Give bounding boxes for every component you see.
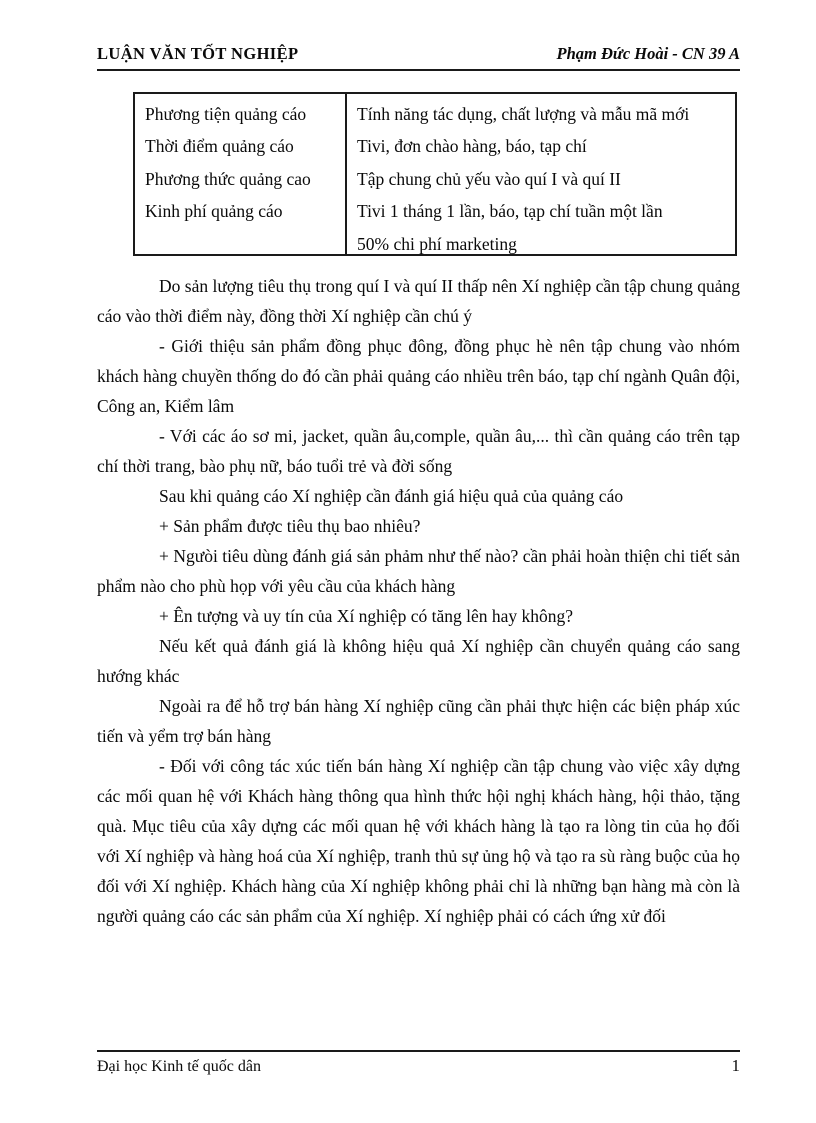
table-cell: Thời điểm quảng cáo	[145, 136, 294, 157]
table-cell: Tivi, đơn chào hàng, báo, tạp chí	[357, 136, 587, 157]
table-cell: Kinh phí quảng cáo	[145, 201, 283, 222]
footer-institution: Đại học Kinh tế quốc dân	[97, 1058, 261, 1075]
paragraph: - Đối với công tác xúc tiến bán hàng Xí nghiệp cần tập chung vào việc xây dựng các mối quan hệ với Khách hàng thông qua hình thức hội nghị khách hàng, hội thảo, tặng quà. Mục tiêu của xây dựng các mối quan hệ với khách hàng là tạo ra lòng tin của họ đối với Xí nghiệp và hàng hoá của Xí nghiệp, tranh thủ sự ủng hộ và tạo ra sù ràng buộc của họ đối với Xí nghiệp. Khách hàng của Xí nghiệp không phải chỉ là những bạn hàng mà còn là người quảng cáo các sản phẩm của Xí nghiệp. Xí nghiệp phải có cách ứng xử đối	[97, 756, 740, 926]
paragraph: Nếu kết quả đánh giá là không hiệu quả Xí nghiệp cần chuyển quảng cáo sang hướng khác	[97, 636, 740, 686]
paragraph: - Giới thiệu sản phẩm đồng phục đông, đồng phục hè nên tập chung vào nhóm khách hàng chuyền thống do đó cần phải quảng cáo nhiều trên báo, tạp chí ngành Quân đội, Công an, Kiểm lâm	[97, 336, 740, 416]
paragraph: + Ên tượng và uy tín của Xí nghiệp có tăng lên hay không?	[159, 606, 574, 626]
paragraph: - Với các áo sơ mi, jacket, quần âu,comple, quần âu,... thì cần quảng cáo trên tạp chí thời trang, bào phụ nữ, báo tuổi trẻ và đời sống	[97, 426, 740, 476]
advertising-plan-table	[133, 92, 737, 256]
paragraph: + Ngưòi tiêu dùng đánh giá sản phảm như thế nào? cần phải hoàn thiện chi tiết sản phẩm nào cho phù họp với yêu cầu của khách hàng	[97, 546, 740, 596]
paragraph: Ngoài ra để hỗ trợ bán hàng Xí nghiệp cũng cần phải thực hiện các biện pháp xúc tiến và yểm trợ bán hàng	[97, 696, 740, 746]
table-cell: Tính năng tác dụng, chất lượng và mẫu mã mới	[357, 104, 690, 124]
header-author: Phạm Đức Hoài - CN 39 A	[556, 44, 740, 63]
table-cell: Phương tiện quảng cáo	[145, 104, 307, 124]
page-footer	[97, 1050, 740, 1076]
header-title: LUẬN VĂN TỐT NGHIỆP	[97, 44, 299, 63]
table-cell: 50% chi phí marketing	[357, 233, 517, 254]
document-body	[97, 271, 740, 931]
page-header	[97, 44, 740, 71]
page-number: 1	[731, 1056, 740, 1075]
table-left-column	[135, 94, 345, 254]
table-cell: Phương thức quảng cao	[145, 168, 311, 189]
table-cell: Tivi 1 tháng 1 lần, báo, tạp chí tuần một lần	[357, 201, 663, 222]
paragraph: Sau khi quảng cáo Xí nghiệp cần đánh giá hiệu quả của quảng cáo	[159, 486, 624, 506]
paragraph: Do sản lượng tiêu thụ trong quí I và quí II thấp nên Xí nghiệp cần tập chung quảng cáo vào thời điểm này, đồng thời Xí nghiệp cần chú ý	[97, 276, 740, 326]
table-right-column	[345, 94, 735, 254]
table-cell: Tập chung chủ yếu vào quí I và quí II	[357, 168, 621, 189]
paragraph: + Sản phẩm được tiêu thụ bao nhiêu?	[159, 516, 421, 536]
